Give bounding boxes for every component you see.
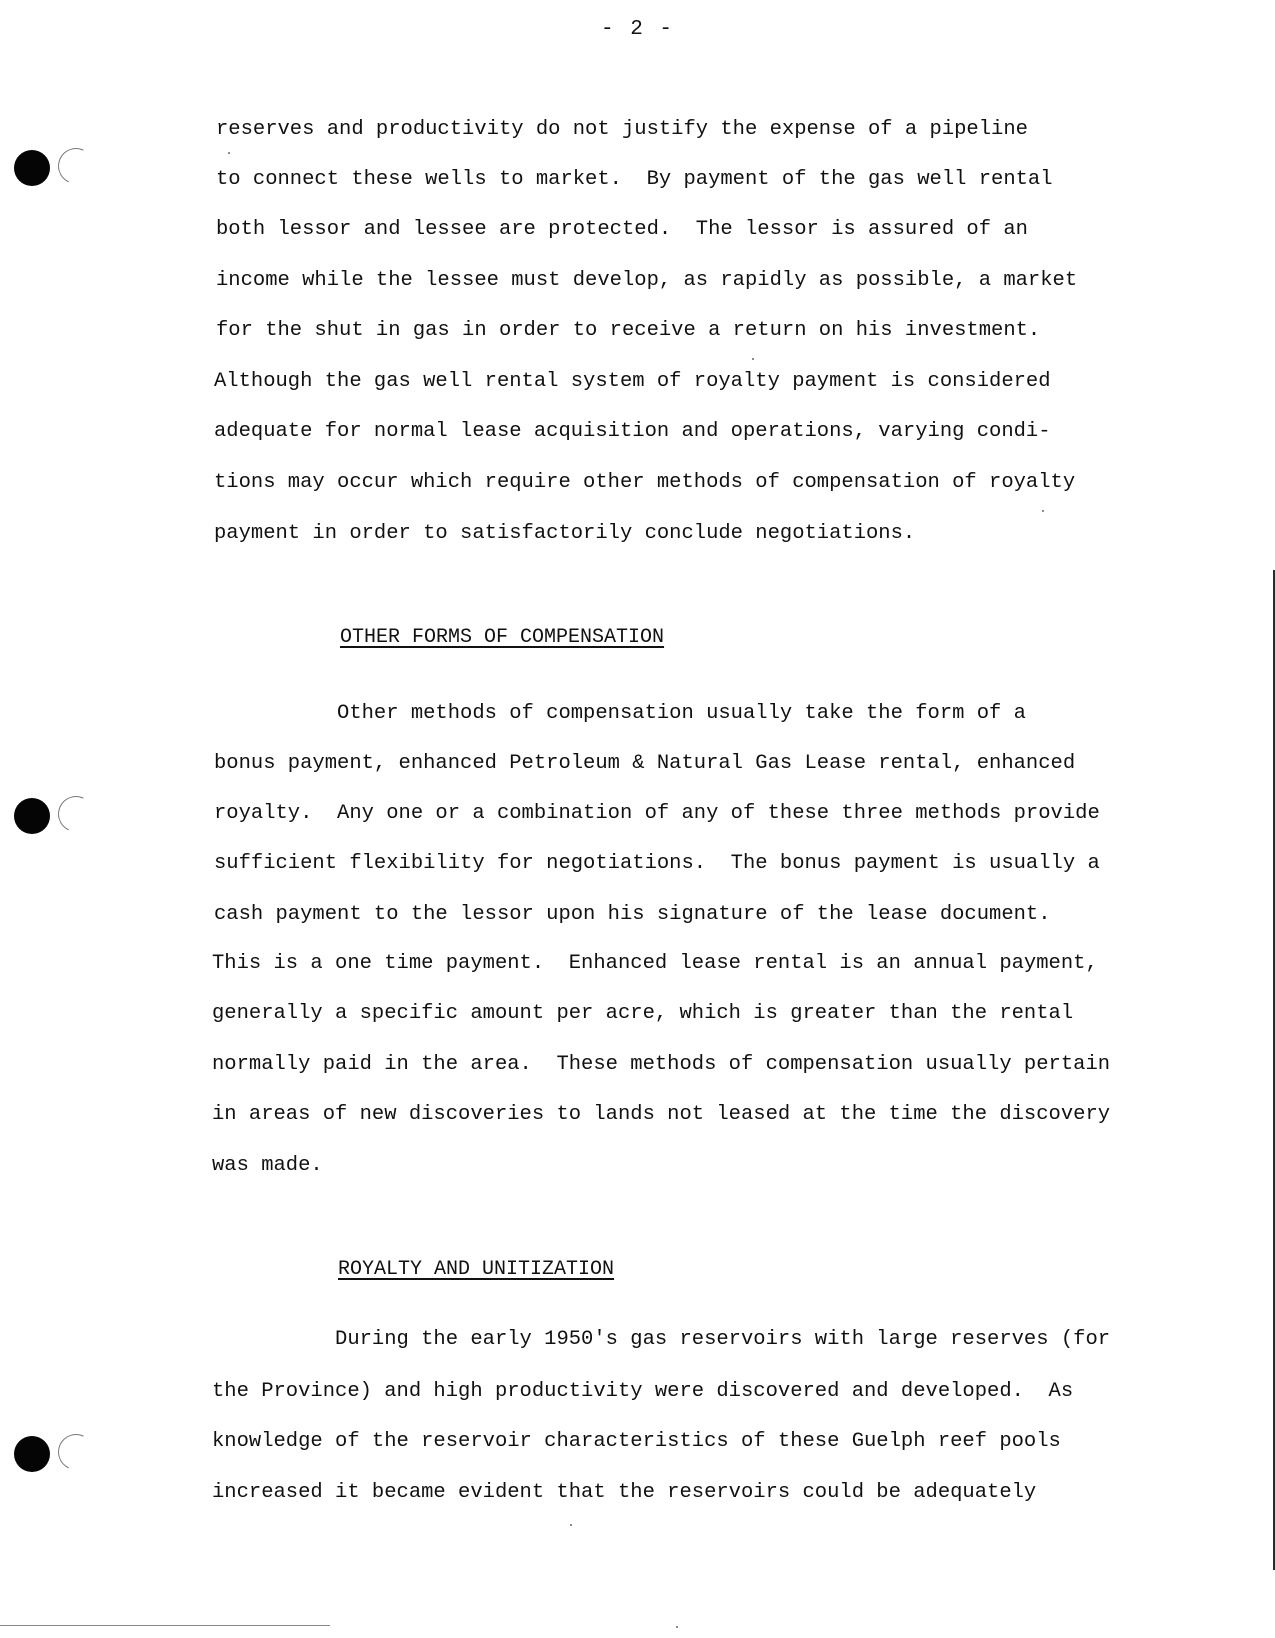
scan-speck	[752, 358, 754, 360]
text-line: cash payment to the lessor upon his signature of the lease document.	[214, 903, 1051, 926]
scan-speck	[570, 1524, 572, 1526]
text-line: bonus payment, enhanced Petroleum & Natural Gas Lease rental, enhanced	[214, 752, 1076, 775]
text-line: generally a specific amount per acre, which is greater than the rental	[212, 1002, 1074, 1025]
text-line: for the shut in gas in order to receive a return on his investment.	[216, 319, 1041, 342]
text-line: in areas of new discoveries to lands not leased at the time the discovery	[212, 1103, 1111, 1126]
section-heading-royalty-unitization: ROYALTY AND UNITIZATION	[338, 1258, 615, 1281]
scan-speck	[1042, 510, 1044, 512]
punch-hole-middle	[14, 798, 50, 834]
text-line: to connect these wells to market. By payment of the gas well rental	[216, 168, 1053, 191]
text-line: Although the gas well rental system of royalty payment is considered	[214, 370, 1051, 393]
punch-hole-top	[14, 150, 50, 186]
text-line: adequate for normal lease acquisition and operations, varying condi-	[214, 420, 1051, 443]
text-line: knowledge of the reservoir characteristics of these Guelph reef pools	[212, 1430, 1061, 1453]
text-line: reserves and productivity do not justify the expense of a pipeline	[216, 118, 1028, 141]
text-line: the Province) and high productivity were discovered and developed. As	[212, 1380, 1074, 1403]
punch-ring-top	[53, 143, 99, 189]
text-line: normally paid in the area. These methods of compensation usually pertain	[212, 1053, 1111, 1076]
punch-hole-bottom	[14, 1436, 50, 1472]
text-line: During the early 1950's gas reservoirs with large reserves (for	[212, 1328, 1111, 1351]
bottom-rule	[0, 1625, 330, 1626]
text-line: Other methods of compensation usually take the form of a	[214, 702, 1026, 725]
text-line: sufficient flexibility for negotiations. The bonus payment is usually a	[214, 852, 1100, 875]
text-line: royalty. Any one or a combination of any of these three methods provide	[214, 802, 1100, 825]
text-line: both lessor and lessee are protected. The lessor is assured of an	[216, 218, 1028, 241]
text-line: payment in order to satisfactorily conclude negotiations.	[214, 522, 916, 545]
text-line: income while the lessee must develop, as rapidly as possible, a market	[216, 269, 1078, 292]
text-line: This is a one time payment. Enhanced lease rental is an annual payment,	[212, 952, 1098, 975]
text-line: tions may occur which require other methods of compensation of royalty	[214, 471, 1076, 494]
punch-ring-bottom	[53, 1429, 99, 1475]
scan-speck	[228, 152, 230, 154]
scan-speck	[676, 1626, 678, 1628]
punch-ring-middle	[53, 791, 99, 837]
text-line: was made.	[212, 1154, 323, 1177]
page-number: - 2 -	[600, 18, 674, 41]
section-heading-other-forms: OTHER FORMS OF COMPENSATION	[340, 626, 665, 649]
text-line: increased it became evident that the reservoirs could be adequately	[212, 1481, 1037, 1504]
